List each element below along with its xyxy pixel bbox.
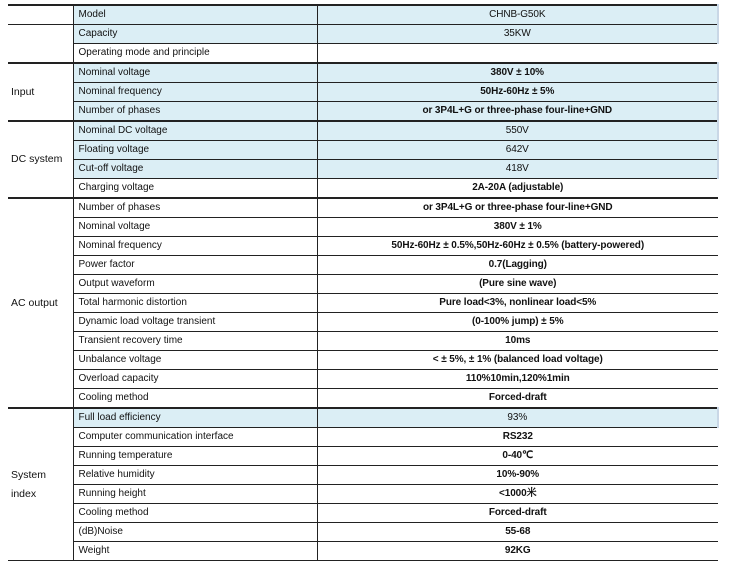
spec-table — [8, 4, 719, 561]
param-value: 380V ± 1% — [317, 218, 718, 237]
table-row — [8, 102, 718, 122]
param-name: Cut-off voltage — [73, 160, 317, 179]
param-name: Nominal voltage — [73, 218, 317, 237]
param-value: 0.7(Lagging) — [317, 256, 718, 275]
param-name: Model — [73, 5, 317, 25]
param-value: or 3P4L+G or three-phase four-line+GND — [317, 102, 718, 122]
param-name: Nominal DC voltage — [73, 121, 317, 141]
table-row — [8, 218, 718, 237]
param-name: (dB)Noise — [73, 523, 317, 542]
param-name: Running height — [73, 485, 317, 504]
param-name: Cooling method — [73, 389, 317, 409]
param-name: Capacity — [73, 25, 317, 44]
param-name: Nominal frequency — [73, 237, 317, 256]
param-value: 35KW — [317, 25, 718, 44]
param-value: 50Hz-60Hz ± 5% — [317, 83, 718, 102]
param-value: <1000米 — [317, 485, 718, 504]
param-name: Total harmonic distortion — [73, 294, 317, 313]
param-name: Power factor — [73, 256, 317, 275]
table-row — [8, 466, 718, 485]
param-name: Relative humidity — [73, 466, 317, 485]
table-row — [8, 83, 718, 102]
table-row — [8, 5, 718, 25]
param-name: Number of phases — [73, 198, 317, 218]
table-row — [8, 332, 718, 351]
table-row — [8, 542, 718, 561]
table-row — [8, 44, 718, 64]
group-label-system-index: System index — [8, 408, 73, 561]
param-value: 50Hz-60Hz ± 0.5%,50Hz-60Hz ± 0.5% (battery-powered) — [317, 237, 718, 256]
param-name: Nominal frequency — [73, 83, 317, 102]
param-value: Pure load<3%, nonlinear load<5% — [317, 294, 718, 313]
table-row — [8, 179, 718, 199]
table-row — [8, 389, 718, 409]
param-value: 2A-20A (adjustable) — [317, 179, 718, 199]
param-value: (0-100% jump) ± 5% — [317, 313, 718, 332]
param-value: Forced-draft — [317, 389, 718, 409]
table-row — [8, 485, 718, 504]
table-row — [8, 313, 718, 332]
param-name: Unbalance voltage — [73, 351, 317, 370]
spec-table-container — [8, 4, 719, 561]
group-cell-empty — [8, 5, 73, 25]
table-row — [8, 160, 718, 179]
param-value: 93% — [317, 408, 718, 428]
table-row — [8, 121, 718, 141]
param-value: 418V — [317, 160, 718, 179]
group-label-dc-system: DC system — [8, 121, 73, 198]
param-name: Transient recovery time — [73, 332, 317, 351]
param-name: Full load efficiency — [73, 408, 317, 428]
table-row — [8, 351, 718, 370]
table-row — [8, 447, 718, 466]
table-row — [8, 141, 718, 160]
param-name: Dynamic load voltage transient — [73, 313, 317, 332]
param-name: Charging voltage — [73, 179, 317, 199]
param-value: Forced-draft — [317, 504, 718, 523]
table-row — [8, 294, 718, 313]
param-name: Computer communication interface — [73, 428, 317, 447]
param-name: Output waveform — [73, 275, 317, 294]
param-name: Weight — [73, 542, 317, 561]
table-row — [8, 428, 718, 447]
param-value: 10%-90% — [317, 466, 718, 485]
table-row — [8, 63, 718, 83]
param-value: 380V ± 10% — [317, 63, 718, 83]
param-name: Nominal voltage — [73, 63, 317, 83]
param-value — [317, 44, 718, 64]
param-value: (Pure sine wave) — [317, 275, 718, 294]
table-row — [8, 523, 718, 542]
param-name: Cooling method — [73, 504, 317, 523]
table-row — [8, 408, 718, 428]
table-row — [8, 256, 718, 275]
param-value: or 3P4L+G or three-phase four-line+GND — [317, 198, 718, 218]
param-value: 550V — [317, 121, 718, 141]
group-label-input: Input — [8, 63, 73, 121]
param-name: Overload capacity — [73, 370, 317, 389]
table-row — [8, 504, 718, 523]
param-value: 0-40℃ — [317, 447, 718, 466]
table-row — [8, 370, 718, 389]
param-value: CHNB-G50K — [317, 5, 718, 25]
param-value: RS232 — [317, 428, 718, 447]
group-label-ac-output: AC output — [8, 198, 73, 408]
param-value: 642V — [317, 141, 718, 160]
group-cell-empty — [8, 25, 73, 64]
param-name: Number of phases — [73, 102, 317, 122]
table-row — [8, 275, 718, 294]
param-name: Operating mode and principle — [73, 44, 317, 64]
param-value: 92KG — [317, 542, 718, 561]
table-row — [8, 25, 718, 44]
param-value: 110%10min,120%1min — [317, 370, 718, 389]
param-value: < ± 5%, ± 1% (balanced load voltage) — [317, 351, 718, 370]
param-name: Running temperature — [73, 447, 317, 466]
table-row — [8, 198, 718, 218]
param-name: Floating voltage — [73, 141, 317, 160]
param-value: 55-68 — [317, 523, 718, 542]
table-row — [8, 237, 718, 256]
param-value: 10ms — [317, 332, 718, 351]
